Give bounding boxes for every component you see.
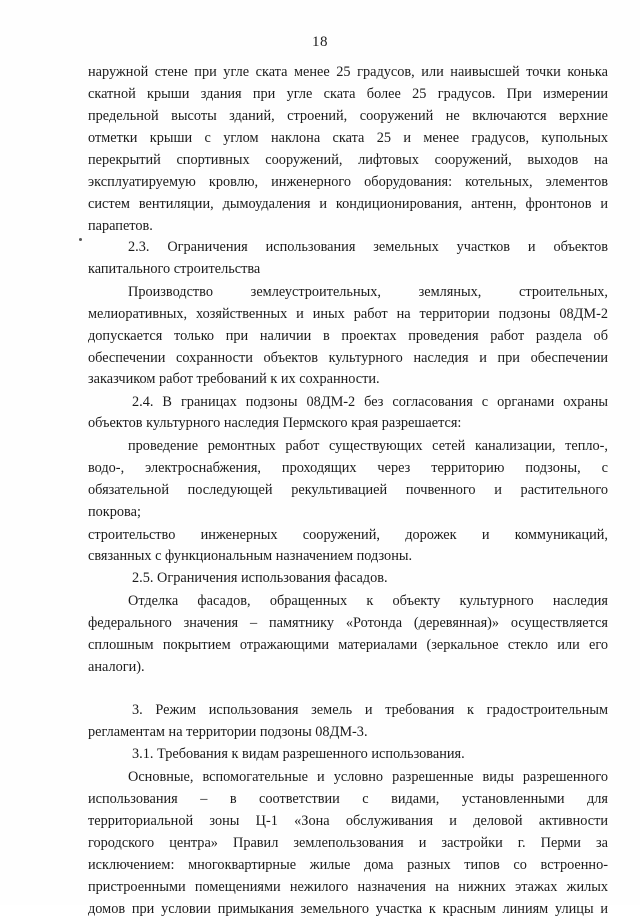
text-line: связанных с функциональным назначением подзоны. xyxy=(88,548,413,564)
text-line: федерального значения – памятнику «Ротонда (деревянная)» осуществляется xyxy=(88,615,608,631)
text-line: исключением: многоквартирные жилые дома разных типов со встроенно- xyxy=(88,857,608,873)
text-line: наружной стене при угле ската менее 25 градусов, или наивысшей точки конька xyxy=(88,64,608,80)
section-heading: капитального строительства xyxy=(88,261,261,277)
text-line: домов при условии примыкания земельного участка к красным линиям улицы и xyxy=(88,901,608,917)
section-heading: 3.1. Требования к видам разрешенного использования. xyxy=(132,746,465,762)
section-heading: 2.5. Ограничения использования фасадов. xyxy=(132,570,388,586)
section-heading: 3. Режим использования земель и требования к градостроительным xyxy=(132,702,608,718)
text-line: обеспечении сохранности объектов культурного наследия и при обеспечении xyxy=(88,350,608,366)
text-line: Основные, вспомогательные и условно разрешенные виды разрешенного xyxy=(128,769,608,785)
section-heading: 2.4. В границах подзоны 08ДМ-2 без согласования с органами охраны xyxy=(132,394,608,410)
text-line: территориальной зоны Ц-1 «Зона обслуживания и деловой активности xyxy=(88,813,608,829)
text-line: обязательной последующей рекультивацией почвенного и растительного xyxy=(88,482,608,498)
text-line: мелиоративных, хозяйственных и иных работ на территории подзоны 08ДМ-2 xyxy=(88,306,608,322)
text-line: предельной высоты зданий, строений, сооружений не включаются верхние xyxy=(88,108,608,124)
text-line: отметки крыши с углом наклона ската 25 и менее градусов, купольных xyxy=(88,130,608,146)
text-line: строительство инженерных сооружений, дорожек и коммуникаций, xyxy=(88,527,608,543)
text-line: покрова; xyxy=(88,504,141,520)
text-line: пристроенными помещениями нежилого назначения на нижних этажах жилых xyxy=(88,879,608,895)
text-line: сплошным покрытием отражающими материалами (зеркальное стекло или его xyxy=(88,637,608,653)
text-line: проведение ремонтных работ существующих сетей канализации, тепло-, xyxy=(128,438,608,454)
text-line: водо-, электроснабжения, проходящих через территорию подзоны, с xyxy=(88,460,608,476)
text-line: аналоги). xyxy=(88,659,145,675)
section-heading: 2.3. Ограничения использования земельных участков и объектов xyxy=(128,239,608,255)
text-line: парапетов. xyxy=(88,218,153,234)
scan-dot xyxy=(79,238,82,241)
text-line: эксплуатируемую кровлю, инженерного оборудования: котельных, элементов xyxy=(88,174,608,190)
text-line: перекрытий спортивных сооружений, лифтовых сооружений, выходов на xyxy=(88,152,608,168)
text-line: заказчиком работ требований к их сохранности. xyxy=(88,371,380,387)
text-line: систем вентиляции, дымоудаления и кондиционирования, антенн, фронтонов и xyxy=(88,196,608,212)
text-line: объектов культурного наследия Пермского края разрешается: xyxy=(88,415,462,431)
text-line: Отделка фасадов, обращенных к объекту культурного наследия xyxy=(128,593,608,609)
text-line: допускается только при наличии в проектах проведения работ раздела об xyxy=(88,328,608,344)
text-line: использования – в соответствии с видами, установленными для xyxy=(88,791,608,807)
text-line: Производство землеустроительных, земляных, строительных, xyxy=(128,284,608,300)
page-number: 18 xyxy=(312,34,328,50)
section-heading: регламентам на территории подзоны 08ДМ-3. xyxy=(88,724,368,740)
text-line: городского центра» Правил землепользования и застройки г. Перми за xyxy=(88,835,608,851)
text-line: скатной крыши здания при угле ската более 25 градусов. При измерении xyxy=(88,86,608,102)
